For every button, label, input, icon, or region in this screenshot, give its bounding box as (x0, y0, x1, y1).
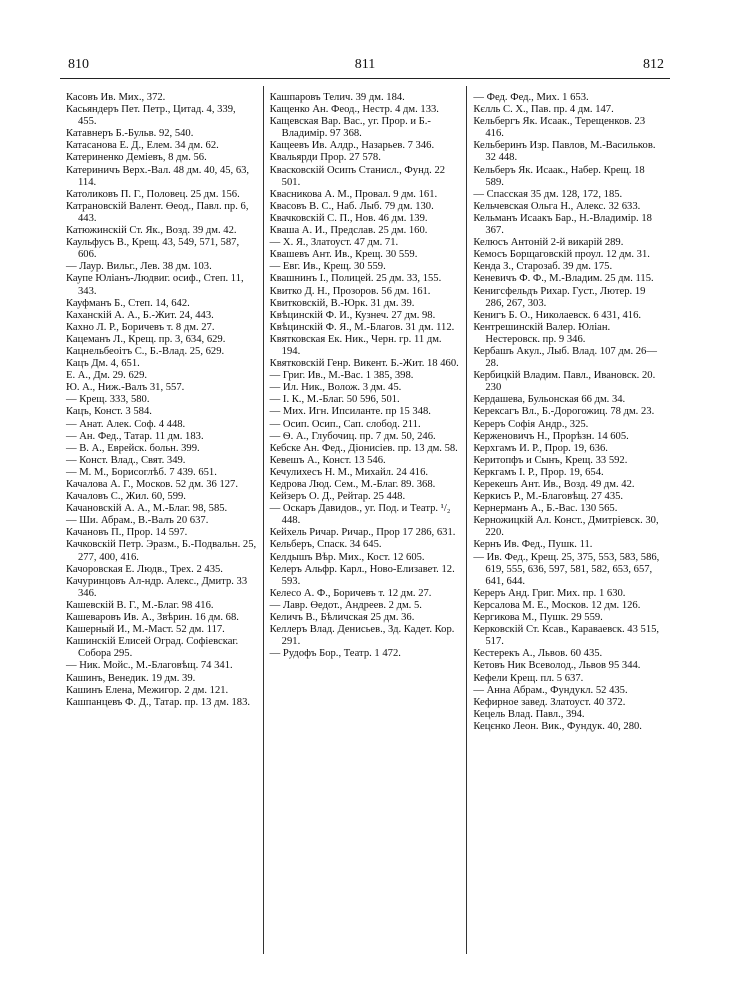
directory-entry: Квачковскій С. П., Нов. 46 дм. 139. (269, 212, 428, 224)
directory-entry: Кацъ Дм. 4, 651. (66, 358, 140, 370)
directory-entry: Квасковскій Осипъ Станисл., Фунд. 22 501. (269, 164, 446, 188)
directory-entry: Кенда З., Старозаб. 39 дм. 175. (473, 261, 613, 273)
directory-entry: Келдышъ Вѣр. Мих., Кост. 12 605. (269, 551, 425, 563)
directory-entry: Кебске Ан. Фед., Діонисіев. пр. 13 дм. 58. (269, 442, 458, 454)
directory-entry: Католиковъ П. Г., Половец. 25 дм. 156. (66, 188, 240, 200)
directory-entry: Квятковская Ек. Ник., Черн. гр. 11 дм. 194. (269, 333, 442, 357)
directory-entry: Кельманъ Исаакъ Бар., Н.-Владимір. 18 367. (473, 212, 652, 237)
directory-entry: Кашерный И., М.-Маст. 52 дм. 117. (66, 624, 225, 636)
directory-entry: — Конст. Влад., Свят. 349. (66, 454, 186, 466)
directory-entry: Качаловъ С., Жил. 60, 599. (66, 491, 186, 503)
directory-entry: — Анат. Алек. Соф. 4 448. (66, 418, 186, 430)
directory-entry: Кербицкій Владим. Павл., Ивановск. 20. 230 (473, 370, 656, 394)
directory-entry: Катасанова Е. Д., Елем. 34 дм. 62. (66, 140, 219, 152)
directory-entry: — Ѳ. А., Глубочиц. пр. 7 дм. 50, 246. (269, 430, 436, 442)
directory-entry: Кефели Крещ. пл. 5 637. (473, 672, 584, 684)
page-header (60, 57, 670, 79)
column-right (466, 86, 670, 954)
directory-entry: Касовъ Ив. Мих., 372. (66, 92, 166, 103)
directory-entry: Келлеръ Влад. Денисьев., Зд. Кадет. Кор. 291. (269, 624, 455, 648)
directory-entry: Катериничъ Верх.-Вал. 48 дм. 40, 45, 63, 114. (66, 164, 250, 188)
header-rule (60, 78, 670, 79)
directory-entry: — Фед. Фед., Мих. 1 653. (473, 92, 589, 103)
directory-entry: Катавнеръ Б.-Бульв. 92, 540. (66, 128, 194, 140)
directory-entry: Кенигъ Б. О., Николаевск. 6 431, 416. (473, 309, 642, 321)
directory-entry: Келеръ Альфр. Карл., Ново-Елизавет. 12. 593. (269, 563, 455, 587)
directory-entry: Кецель Влад. Павл., 394. (473, 708, 585, 720)
directory-entry: Кельчевская Ольга Н., Алекс. 32 633. (473, 200, 641, 212)
directory-entry: — Рудофъ Бор., Театр. 1 472. (269, 648, 401, 660)
directory-entry: Кетовъ Ник Всеволод., Львов 95 344. (473, 660, 641, 672)
directory-entry: Квятковскій Генр. Викент. Б.-Жит. 18 460. (269, 358, 459, 370)
column-left (60, 86, 263, 954)
directory-entry: Квальярди Прор. 27 578. (269, 152, 381, 164)
directory-entry: — Лаур. Вильг., Лев. 38 дм. 103. (66, 261, 212, 273)
directory-entry: Качалова А. Г., Москов. 52 дм. 36 127. (66, 479, 238, 490)
directory-entry: Квѣцинскій Ф. Я., М.-Благов. 31 дм. 112. (269, 321, 455, 333)
directory-entry: Катюжинскій Ст. Як., Возд. 39 дм. 42. (66, 225, 237, 237)
directory-entry: Кейхель Ричар. Ричар., Прор 17 286, 631. (269, 527, 456, 539)
directory-entry: Кельбергъ Як. Исаак., Терещенков. 23 416. (473, 116, 646, 140)
directory-entry: Керножицкій Ал. Конст., Дмитріевск. 30, 220. (473, 515, 659, 539)
directory-entry: Келичъ В., Бѣличская 25 дм. 36. (269, 612, 415, 624)
directory-entry: — Х. Я., Златоуст. 47 дм. 71. (269, 237, 399, 249)
directory-entry: Керхгамъ И. Р., Прор. 19, 636. (473, 442, 608, 454)
directory-entry: Кестерекъ А., Львов. 60 435. (473, 648, 603, 660)
directory-entry: Кащенко Ан. Феод., Нестр. 4 дм. 133. (269, 104, 439, 116)
directory-entry: Кейзеръ О. Д., Рейтар. 25 448. (269, 491, 406, 503)
column-middle (263, 86, 467, 954)
directory-entry: — Ил. Ник., Волож. 3 дм. 45. (269, 382, 402, 394)
directory-entry: Качуринцовъ Ал-ндр. Алекс., Дмитр. 33 346. (66, 575, 248, 599)
directory-entry: Качановъ П., Прор. 14 597. (66, 527, 188, 539)
directory-entry: Кашинскій Елисей Оград. Софіевскаг. Собора 295. (66, 636, 239, 660)
directory-entry: Катериненко Деміевъ, 8 дм. 56. (66, 152, 207, 164)
directory-entry: Е. А., Дм. 29. 629. (66, 370, 148, 382)
directory-entry: — Спасская 35 дм. 128, 172, 185. (473, 188, 623, 200)
directory-entry: Кернерманъ А., Б.-Вас. 130 565. (473, 503, 618, 515)
directory-entry: Керженовичъ Н., Прорѣзн. 14 605. (473, 430, 629, 442)
directory-entry: Касьяндеръ Пет. Петр., Цитад. 4, 339, 455. (66, 104, 236, 128)
directory-entry: Катрановскій Валент. Өеод., Павл. пр. 6, 443. (66, 200, 249, 224)
directory-entry: Кахно Л. Р., Боричевъ т. 8 дм. 27. (66, 321, 215, 333)
directory-entry: — Ан. Фед., Татар. 11 дм. 183. (66, 430, 204, 442)
directory-entry: Квитко Д. Н., Прозоров. 56 дм. 161. (269, 285, 431, 297)
directory-entry: Кереръ Анд. Григ. Мих. пр. 1 630. (473, 587, 626, 599)
directory-entry: — Мих. Игн. Ипсиланте. пр 15 348. (269, 406, 431, 418)
directory-entry: Кашпанцевъ Ф. Д., Татар. пр. 13 дм. 183. (66, 696, 251, 708)
directory-entry: Кефирное завед. Златоуст. 40 372. (473, 696, 626, 708)
directory-entry: — Лавр. Өедот., Андреев. 2 дм. 5. (269, 599, 422, 611)
directory-entry: Керитопфъ и Сынъ, Крещ. 33 592. (473, 454, 628, 466)
directory-entry: Кваша А. И., Предслав. 25 дм. 160. (269, 225, 428, 237)
directory-entry: Качоровская Е. Людв., Трех. 2 435. (66, 563, 223, 575)
directory-entry: Качковскій Петр. Эразм., Б.-Подвальн. 25, 277, 400, 416. (66, 539, 257, 563)
directory-entry: Квашевъ Ант. Ив., Крещ. 30 559. (269, 249, 418, 261)
directory-entry: — Крещ. 333, 580. (66, 394, 150, 406)
directory-entry: Керексагъ Вл., Б.-Дорогожиц. 78 дм. 23. (473, 406, 655, 418)
page-number-left: 810 (68, 57, 89, 72)
directory-entry: Керковскій Ст. Ксав., Караваевск. 43 515, 517. (473, 624, 660, 648)
directory-entry: Квѣцинскій Ф. И., Кузнеч. 27 дм. 98. (269, 309, 436, 321)
directory-entry: — Григ. Ив., М.-Вас. 1 385, 398. (269, 370, 414, 382)
directory-entry: Кечулихесъ Н. М., Михайл. 24 416. (269, 466, 429, 478)
directory-entry: Кацнельбеоітъ С., Б.-Влад. 25, 629. (66, 345, 225, 357)
directory-entry: — М. М., Борисоглѣб. 7 439. 651. (66, 466, 217, 478)
directory-entry: Кащевская Вар. Вас., уг. Прор. и Б.-Владимір. 97 368. (269, 116, 431, 140)
directory-entry: — Анна Абрам., Фундукл. 52 435. (473, 684, 628, 696)
directory-entry: — Евг. Ив., Крещ. 30 559. (269, 261, 386, 273)
directory-entry: Кєлль С. Х., Пав. пр. 4 дм. 147. (473, 104, 614, 116)
directory-entry: Кернъ Ив. Фед., Пушк. 11. (473, 539, 593, 551)
directory-entry: Кевешъ А., Конст. 13 546. (269, 454, 386, 466)
directory-entry: — Ник. Мойс., М.-Благовѣщ. 74 341. (66, 660, 233, 672)
directory-entry: Келесо А. Ф., Боричевъ т. 12 дм. 27. (269, 587, 432, 599)
directory-entry: Каульфусъ В., Крещ. 43, 549, 571, 587, 606. (66, 237, 240, 261)
page-number-right: 812 (643, 57, 664, 72)
directory-entry: Кашинъ Елена, Межигор. 2 дм. 121. (66, 684, 229, 696)
directory-entry: — Осип. Осип., Сап. слобод. 211. (269, 418, 421, 430)
directory-entry: — I. К., М.-Благ. 50 596, 501. (269, 394, 400, 406)
directory-entry: Кацеманъ Л., Крещ. пр. 3, 634, 629. (66, 333, 226, 345)
directory-entry: Кашеваровъ Ив. А., Звѣрин. 16 дм. 68. (66, 612, 239, 624)
directory-entry: — Оскаръ Давидов., уг. Под. и Театр. ¹/₂ 448. (269, 503, 451, 527)
directory-entry: Келюсъ Антоній 2-й викарій 289. (473, 237, 624, 249)
directory-entry: Кербашъ Акул., Лыб. Влад. 107 дм. 26—28. (473, 345, 657, 370)
directory-entry: Кергикова М., Пушк. 29 559. (473, 612, 603, 624)
directory-entry: Кецєнко Леон. Вик., Фундук. 40, 280. (473, 720, 642, 732)
directory-entry: Каупе Юліанъ-Людвиг. осиф., Степ. 11, 343. (66, 273, 244, 297)
directory-entry: Кемосъ Борщаговскій проул. 12 дм. 31. (473, 249, 650, 261)
directory-entry: Кауфманъ Б., Степ. 14, 642. (66, 297, 190, 309)
directory-entry: Кедрова Люд. Сем., М.-Благ. 89. 368. (269, 479, 436, 490)
directory-entry: Кащеевъ Ив. Алдр., Назарьев. 7 346. (269, 140, 435, 152)
directory-entry: Кенигсфельдъ Рихар. Густ., Лютер. 19 286, 267, 303. (473, 285, 646, 309)
directory-entry: Кельберинъ Изр. Павлов, М.-Васильков. 32 448. (473, 140, 656, 164)
directory-entry: Квасовъ В. С., Наб. Лыб. 79 дм. 130. (269, 200, 434, 212)
directory-entry: Кеневичъ Ф. Ф., М.-Владим. 25 дм. 115. (473, 273, 654, 285)
directory-entry: Кашевскій В. Г., М.-Благ. 98 416. (66, 599, 214, 611)
directory-columns (60, 86, 670, 954)
directory-entry: Кереръ Софія Андр., 325. (473, 418, 589, 430)
directory-entry: Каханскій А. А., Б.-Жит. 24, 443. (66, 309, 214, 321)
page-number-center: 811 (354, 57, 376, 72)
directory-entry: Кашпаровъ Телич. 39 дм. 184. (269, 92, 405, 103)
directory-entry: Квитковскій, В.-Юрк. 31 дм. 39. (269, 297, 415, 309)
directory-entry: — Ши. Абрам., В.-Валъ 20 637. (66, 515, 209, 527)
directory-entry: — В. А., Еврейск. больн. 399. (66, 442, 200, 454)
directory-entry: — Ив. Фед., Крещ. 25, 375, 553, 583, 586, 619, 555, 636, 597, 581, 582, 653, 657, 641, 644. (473, 551, 660, 587)
directory-entry: Керсалова М. Е., Москов. 12 дм. 126. (473, 599, 641, 611)
directory-entry: Кельберъ Як. Исаак., Набер. Крещ. 18 589. (473, 164, 645, 188)
directory-entry: Керкгамъ I. Р., Прор. 19, 654. (473, 466, 604, 478)
directory-entry: Квашнинъ I., Полицей. 25 дм. 33, 155. (269, 273, 442, 285)
directory-entry: Кентрешинскій Валер. Юліан. Нестеровск. пр. 9 346. (473, 321, 611, 345)
directory-entry: Кердашева, Бульонская 66 дм. 34. (473, 394, 626, 406)
directory-entry: Керкисъ Р., М.-Благовѣщ. 27 435. (473, 491, 624, 503)
directory-entry: Кельберъ, Спаск. 34 645. (269, 539, 382, 551)
directory-entry: Ю. А., Ниж.-Валъ 31, 557. (66, 382, 185, 394)
directory-entry: Квасникова А. М., Провал. 9 дм. 161. (269, 188, 438, 200)
directory-entry: Кашинъ, Венедик. 19 дм. 39. (66, 672, 196, 684)
directory-entry: Керекешъ Ант. Ив., Возд. 49 дм. 42. (473, 479, 635, 490)
directory-entry: Кацъ, Конст. 3 584. (66, 406, 152, 418)
directory-entry: Качановскій А. А., М.-Благ. 98, 585. (66, 503, 228, 515)
